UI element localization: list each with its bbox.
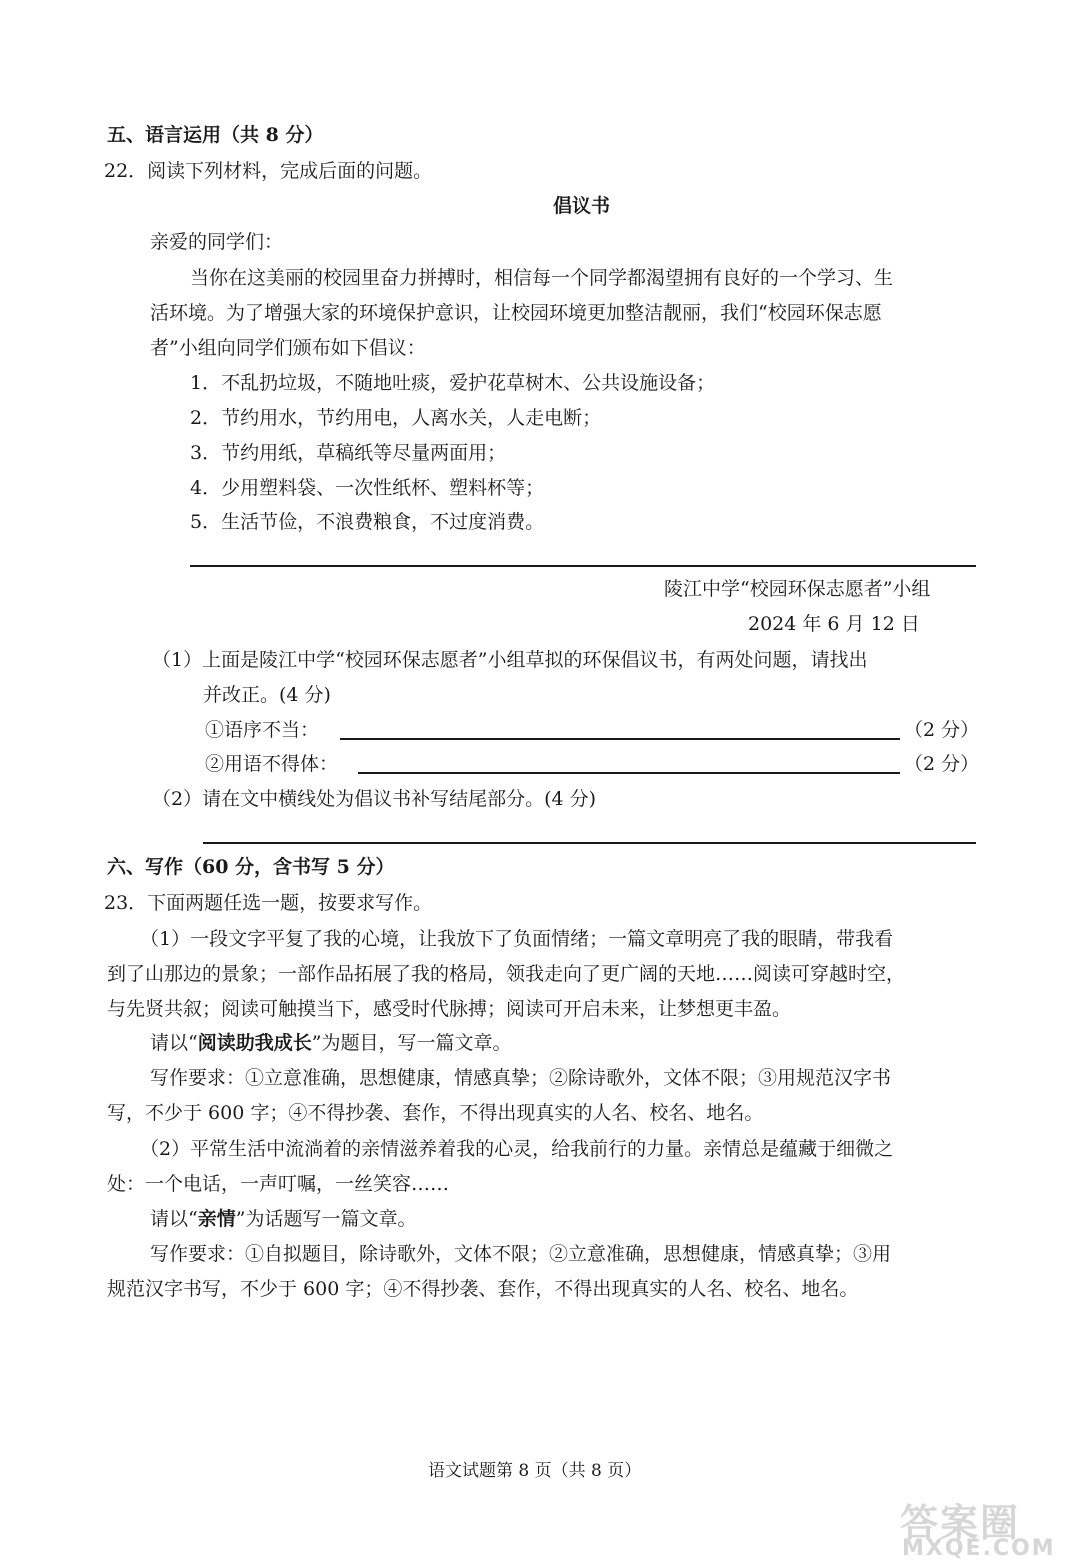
option-2-prompt (150, 1210, 416, 1229)
letter-item: 1．不乱扔垃圾，不随地吐痰，爱护花草树木、公共设施设备； (190, 372, 716, 394)
question-23-stem: 23．下面两题任选一题，按要求写作。 (104, 892, 433, 914)
word-order-label: ①语序不当： (205, 719, 320, 741)
option-1-prompt (150, 1034, 511, 1053)
prompt-prefix: 请以“ (150, 1208, 198, 1230)
improper-wording-answer-line (358, 772, 900, 774)
page-footer: 语文试题第 8 页（共 8 页） (428, 1461, 642, 1481)
option-2-requirements-line: 写作要求：①自拟题目，除诗歌外，文体不限；②立意准确，思想健康，情感真挚；③用 (150, 1243, 892, 1265)
letter-salutation: 亲爱的同学们： (150, 231, 284, 253)
improper-wording-label: ②用语不得体： (205, 753, 339, 775)
subquestion-2: （2）请在文中横线处为倡议书补写结尾部分。(4 分) (152, 788, 597, 810)
question-22-stem: 22．阅读下列材料，完成后面的问题。 (104, 160, 433, 182)
option-1-requirements-line: 写作要求：①立意准确，思想健康，情感真挚；②除诗歌外，文体不限；③用规范汉字书 (150, 1067, 892, 1089)
letter-body-line: 当你在这美丽的校园里奋力拼搏时，相信每一个同学都渴望拥有良好的一个学习、生 (190, 267, 894, 289)
letter-ending-blank-line (190, 565, 976, 567)
letter-item: 5．生活节俭，不浪费粮食，不过度消费。 (190, 511, 545, 533)
option-1-text-line: 到了山那边的景象；一部作品拓展了我的格局，领我走向了更广阔的天地……阅读可穿越时空， (107, 963, 906, 985)
option-2-text-line: （2）平常生活中流淌着的亲情滋养着我的心灵，给我前行的力量。亲情总是蕴藏于细微之 (140, 1138, 894, 1160)
section-five-heading: 五、语言运用（共 8 分） (107, 124, 324, 146)
watermark-url: MXQE.COM (902, 1536, 1056, 1561)
letter-item: 4．少用塑料袋、一次性纸杯、塑料杯等； (190, 477, 545, 499)
essay-topic: 亲情 (197, 1208, 236, 1230)
letter-item: 2．节约用水，节约用电，人离水关，人走电断； (190, 407, 602, 429)
letter-body-line: 者”小组向同学们颁布如下倡议： (150, 337, 426, 359)
prompt-suffix: ”为话题写一篇文章。 (235, 1208, 417, 1230)
letter-body-line: 活环境。为了增强大家的环境保护意识，让校园环境更加整洁靓丽，我们“校园环保志愿 (150, 302, 882, 324)
subquestion-1-line: 并改正。(4 分) (203, 684, 331, 706)
letter-title: 倡议书 (553, 195, 611, 217)
subquestion-1-line: （1）上面是陵江中学“校园环保志愿者”小组草拟的环保倡议书，有两处问题，请找出 (152, 649, 868, 671)
letter-item: 3．节约用纸，草稿纸等尽量两面用； (190, 442, 507, 464)
improper-wording-score: （2 分） (904, 753, 980, 775)
word-order-score: （2 分） (904, 719, 980, 741)
option-1-requirements-line: 写，不少于 600 字；④不得抄袭、套作，不得出现真实的人名、校名、地名。 (107, 1102, 764, 1124)
letter-date: 2024 年 6 月 12 日 (748, 613, 920, 635)
essay-title: 阅读助我成长 (197, 1032, 312, 1054)
subquestion-2-answer-line (203, 842, 976, 844)
watermark-logo: 答案圈 (900, 1501, 1021, 1545)
prompt-prefix: 请以“ (150, 1032, 198, 1054)
option-1-text-line: 与先贤共叙；阅读可触摸当下，感受时代脉搏；阅读可开启未来，让梦想更丰盈。 (107, 998, 792, 1020)
option-2-requirements-line: 规范汉字书写，不少于 600 字；④不得抄袭、套作，不得出现真实的人名、校名、地名。 (107, 1278, 859, 1300)
section-six-heading: 六、写作（60 分，含书写 5 分） (107, 856, 395, 878)
word-order-answer-line (340, 738, 900, 740)
option-1-text-line: （1）一段文字平复了我的心境，让我放下了负面情绪；一篇文章明亮了我的眼睛，带我看 (140, 928, 894, 950)
prompt-suffix: ”为题目，写一篇文章。 (311, 1032, 512, 1054)
letter-signature: 陵江中学“校园环保志愿者”小组 (664, 578, 931, 600)
option-2-text-line: 处：一个电话，一声叮嘱，一丝笑容…… (107, 1173, 450, 1195)
